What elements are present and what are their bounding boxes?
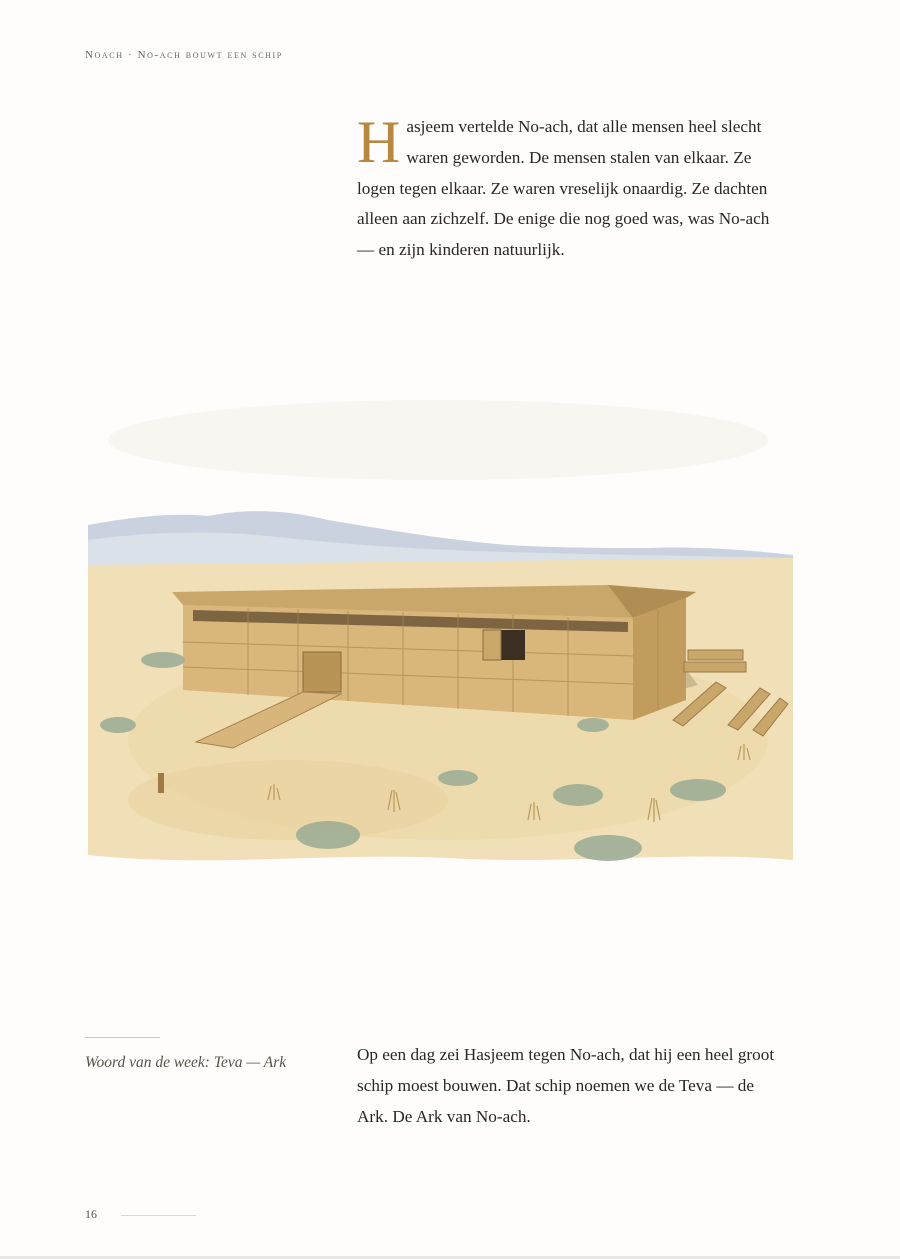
- sidenote-rule: [85, 1037, 160, 1038]
- paragraph-2: Op een dag zei Hasjeem tegen No-ach, dat hij een heel groot schip moest bouwen. Dat schip noemen we de Teva — de Ark. De Ark van No-ach.: [357, 1045, 775, 1126]
- story-text-top: [357, 109, 777, 266]
- page-number: 16: [85, 1207, 97, 1221]
- story-text-bottom: [357, 1039, 787, 1132]
- ark-illustration: [88, 380, 793, 880]
- word-of-the-week: Woord van de week: Teva — Ark: [85, 1054, 287, 1071]
- drop-cap: H: [357, 109, 401, 175]
- footer-rule: [121, 1215, 196, 1216]
- paragraph-1-text: asjeem vertelde No-ach, dat alle mensen heel slecht waren geworden. De mensen stalen van elkaar. Ze logen tegen elkaar. Ze waren vreselijk onaardig. Ze dachten alleen aan zichzelf. De enige die nog goed was, was No-ach — en zijn kinderen natuurlijk.: [357, 117, 770, 260]
- paragraph-1: [357, 109, 777, 266]
- ark-in-desert-picture: [88, 380, 793, 880]
- running-head: Noach · No-ach bouwt een schip: [85, 49, 283, 61]
